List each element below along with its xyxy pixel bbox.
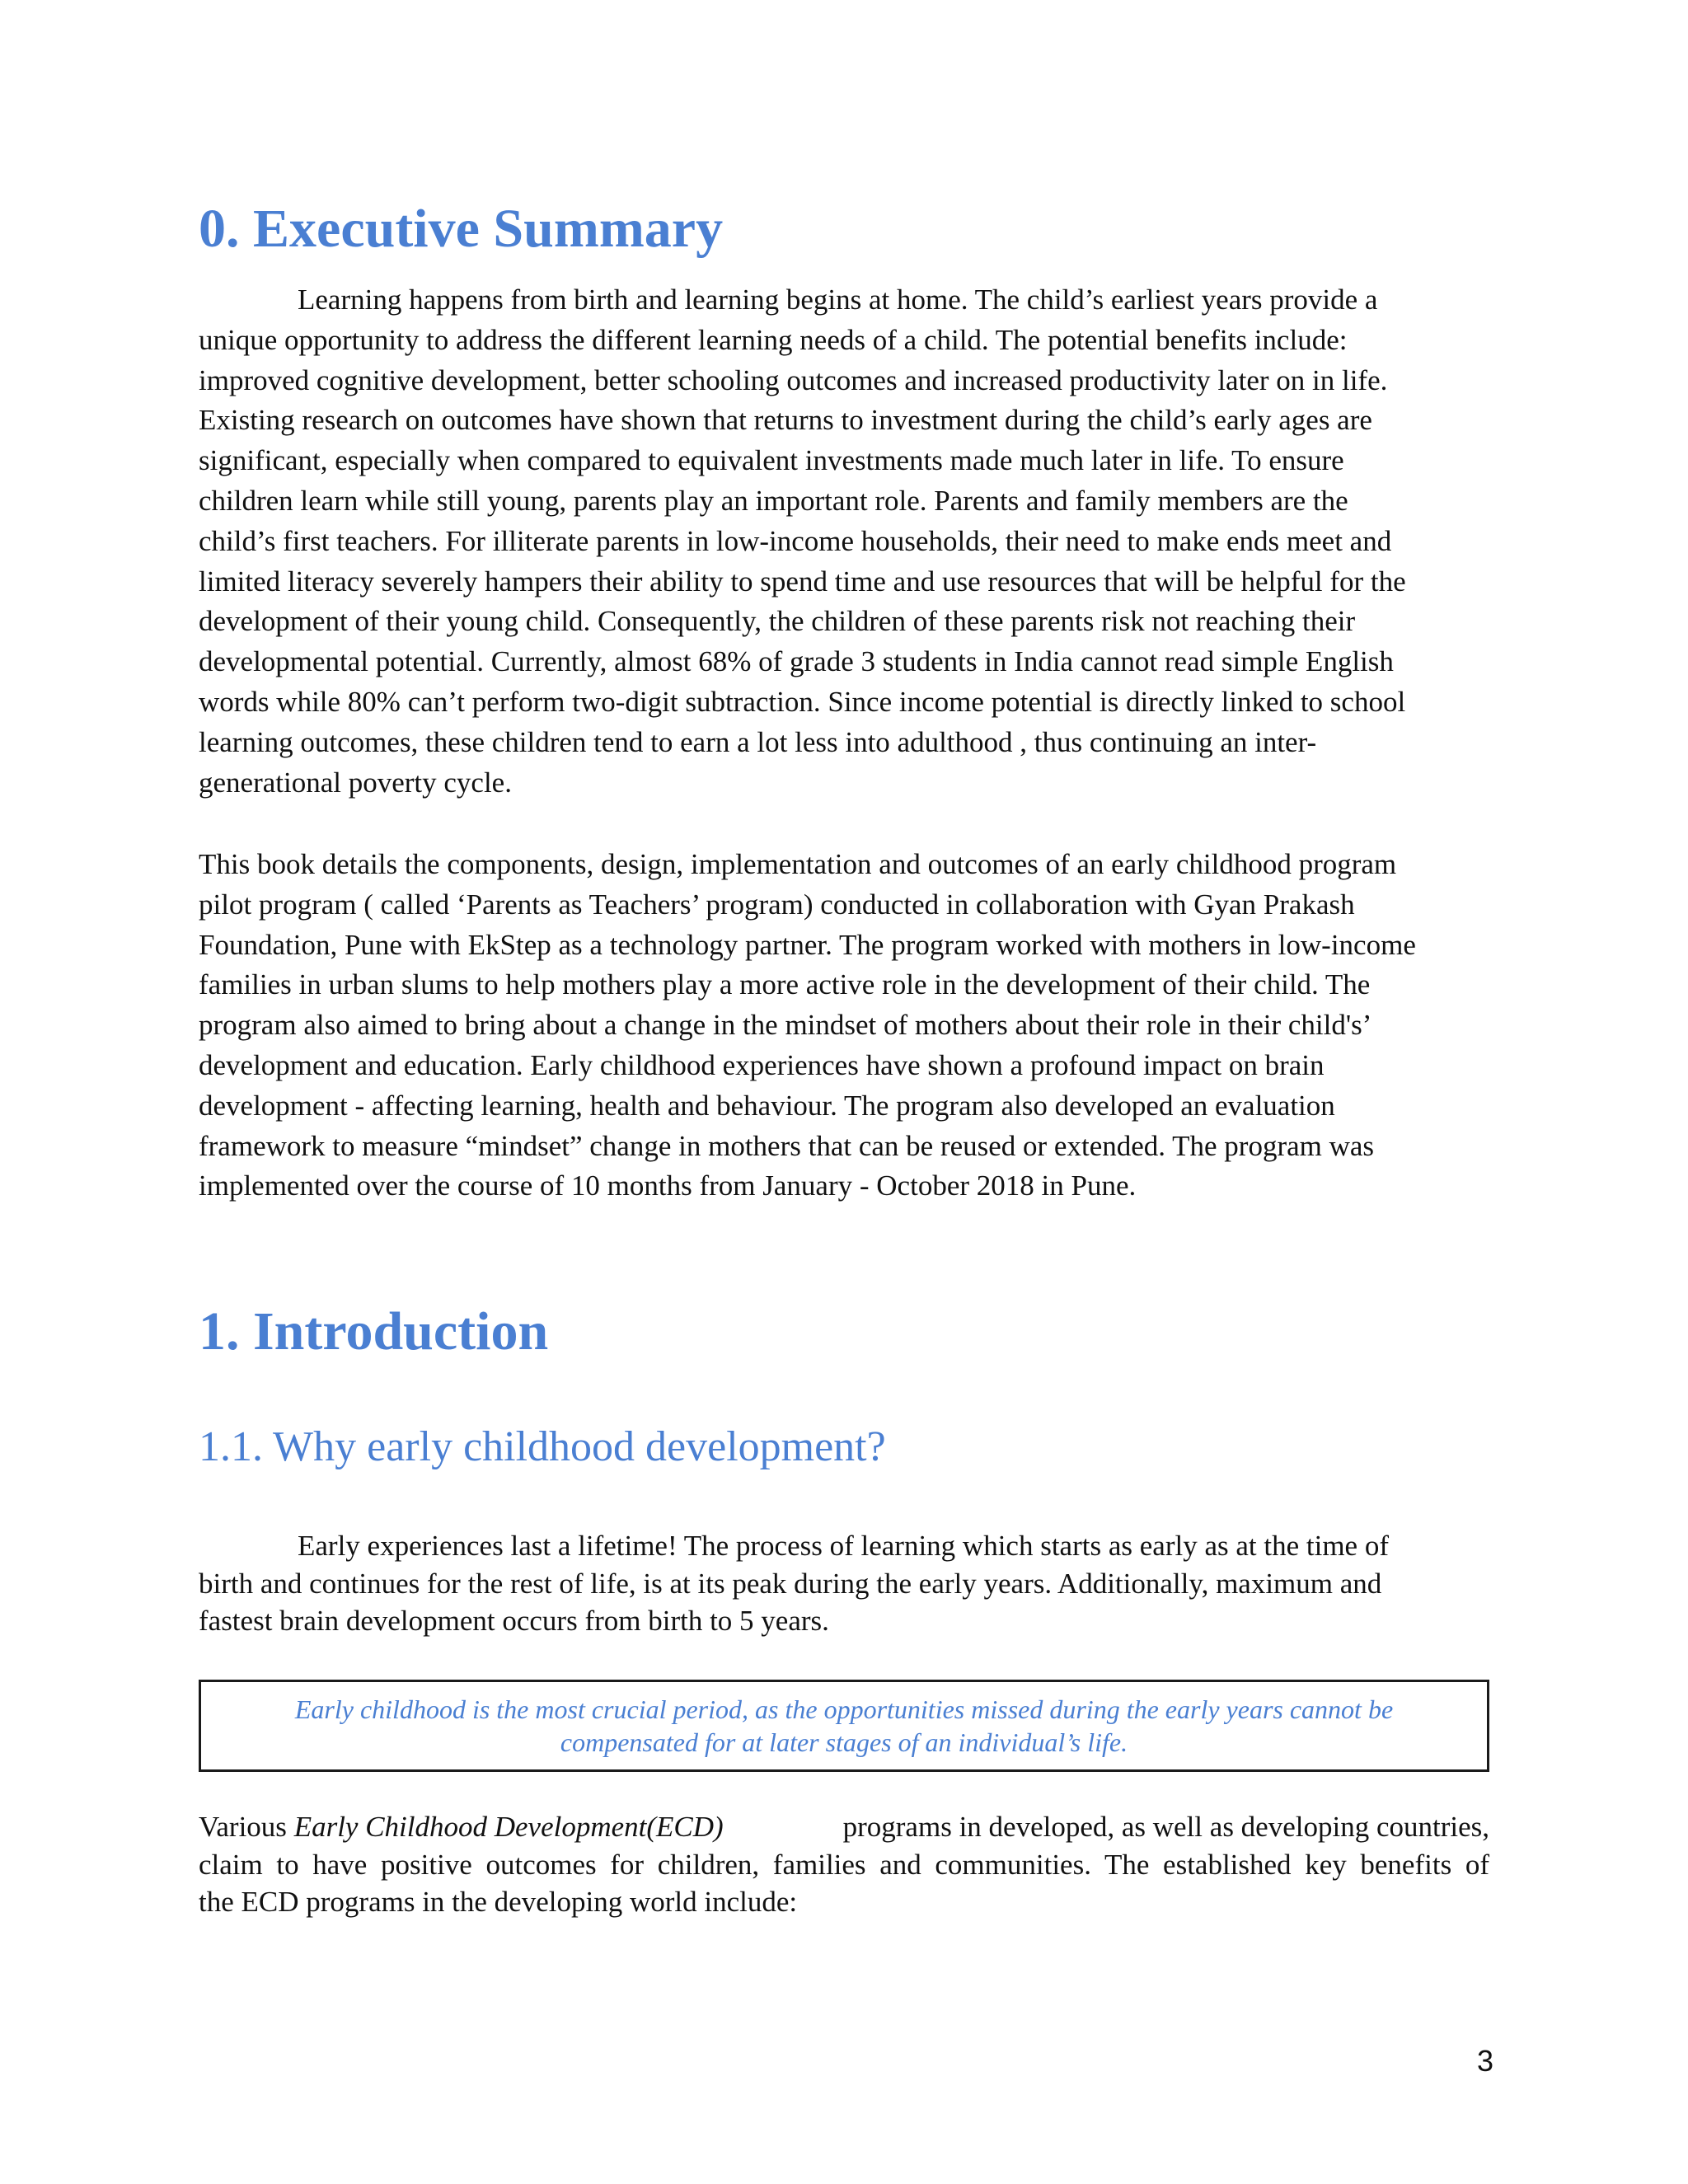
introduction-paragraph-1 (199, 1527, 1517, 1640)
text-line: learning outcomes, these children tend to earn a lot less into adulthood , thus continuing an inter- (199, 725, 1317, 758)
text-line: children learn while still young, parents play an important role. Parents and family members are the (199, 484, 1348, 517)
text-line: claim to have positive outcomes for children, families and communities. The established key benefits of (199, 1848, 1489, 1881)
text-line: Early experiences last a lifetime! The process of learning which starts as early as at the time of (298, 1530, 1389, 1562)
text-line: development - affecting learning, health and behaviour. The program also developed an evaluation (199, 1089, 1335, 1122)
callout-box (199, 1680, 1489, 1772)
text-line: Existing research on outcomes have shown that returns to investment during the child’s early ages are (199, 404, 1372, 437)
text-lead: Various (199, 1811, 294, 1843)
text-line: limited literacy severely hampers their ability to spend time and use resources that will be helpful for the (199, 565, 1406, 598)
subsection-heading-why-ecd: 1.1. Why early childhood development? (199, 1423, 886, 1470)
callout-text (295, 1693, 1393, 1759)
text-line: pilot program ( called ‘Parents as Teachers’ program) conducted in collaboration with Gyan Prakash (199, 888, 1355, 921)
text-line (199, 1808, 1489, 1846)
text-line: Foundation, Pune with EkStep as a technology partner. The program worked with mothers in low-income (199, 928, 1416, 961)
text-line: families in urban slums to help mothers play a more active role in the development of their child. The (199, 968, 1371, 1001)
text-line: implemented over the course of 10 months from January - October 2018 in Pune. (199, 1169, 1137, 1202)
executive-summary-paragraph-2 (199, 845, 1517, 1207)
ecd-emphasis: Early Childhood Development(ECD) (293, 1811, 724, 1843)
text-line: words while 80% can’t perform two-digit subtraction. Since income potential is directly linked to school (199, 685, 1406, 718)
text-line: development of their young child. Consequently, the children of these parents risk not reaching their (199, 605, 1356, 638)
text-line: the ECD programs in the developing world include: (199, 1886, 798, 1918)
text-line: fastest brain development occurs from birth to 5 years. (199, 1605, 829, 1637)
text-line: This book details the components, design, implementation and outcomes of an early childhood program (199, 848, 1397, 880)
page-number: 3 (1476, 2044, 1493, 2078)
text-line: unique opportunity to address the different learning needs of a child. The potential benefits include: (199, 323, 1348, 356)
text-line: child’s first teachers. For illiterate parents in low-income households, their need to make ends meet and (199, 524, 1392, 557)
text-line: generational poverty cycle. (199, 766, 512, 799)
text-line: development and education. Early childhood experiences have shown a profound impact on brain (199, 1048, 1325, 1081)
text-line: Learning happens from birth and learning begins at home. The child’s earliest years provide a (298, 284, 1378, 316)
text-line: birth and continues for the rest of life, is at its peak during the early years. Additionally, maximum and (199, 1567, 1382, 1600)
section-heading-introduction: 1. Introduction (199, 1301, 549, 1361)
introduction-paragraph-2 (199, 1808, 1489, 1921)
callout-line: compensated for at later stages of an individual’s life. (560, 1727, 1128, 1757)
section-heading-executive-summary: 0. Executive Summary (199, 199, 724, 259)
text-line: framework to measure “mindset” change in mothers that can be reused or extended. The program was (199, 1129, 1375, 1162)
executive-summary-paragraph-1 (199, 280, 1517, 803)
text-segment: programs in developed, as well as developing countries, (842, 1811, 1489, 1843)
text-line: significant, especially when compared to equivalent investments made much later in life. To ensure (199, 444, 1344, 477)
text-segment (199, 1808, 724, 1846)
text-line: developmental potential. Currently, almost 68% of grade 3 students in India cannot read simple English (199, 645, 1394, 678)
text-line: program also aimed to bring about a change in the mindset of mothers about their role in their child's’ (199, 1009, 1372, 1042)
callout-line: Early childhood is the most crucial period, as the opportunities missed during the early years cannot be (294, 1694, 1394, 1724)
text-line: improved cognitive development, better schooling outcomes and increased productivity later on in life. (199, 363, 1388, 396)
